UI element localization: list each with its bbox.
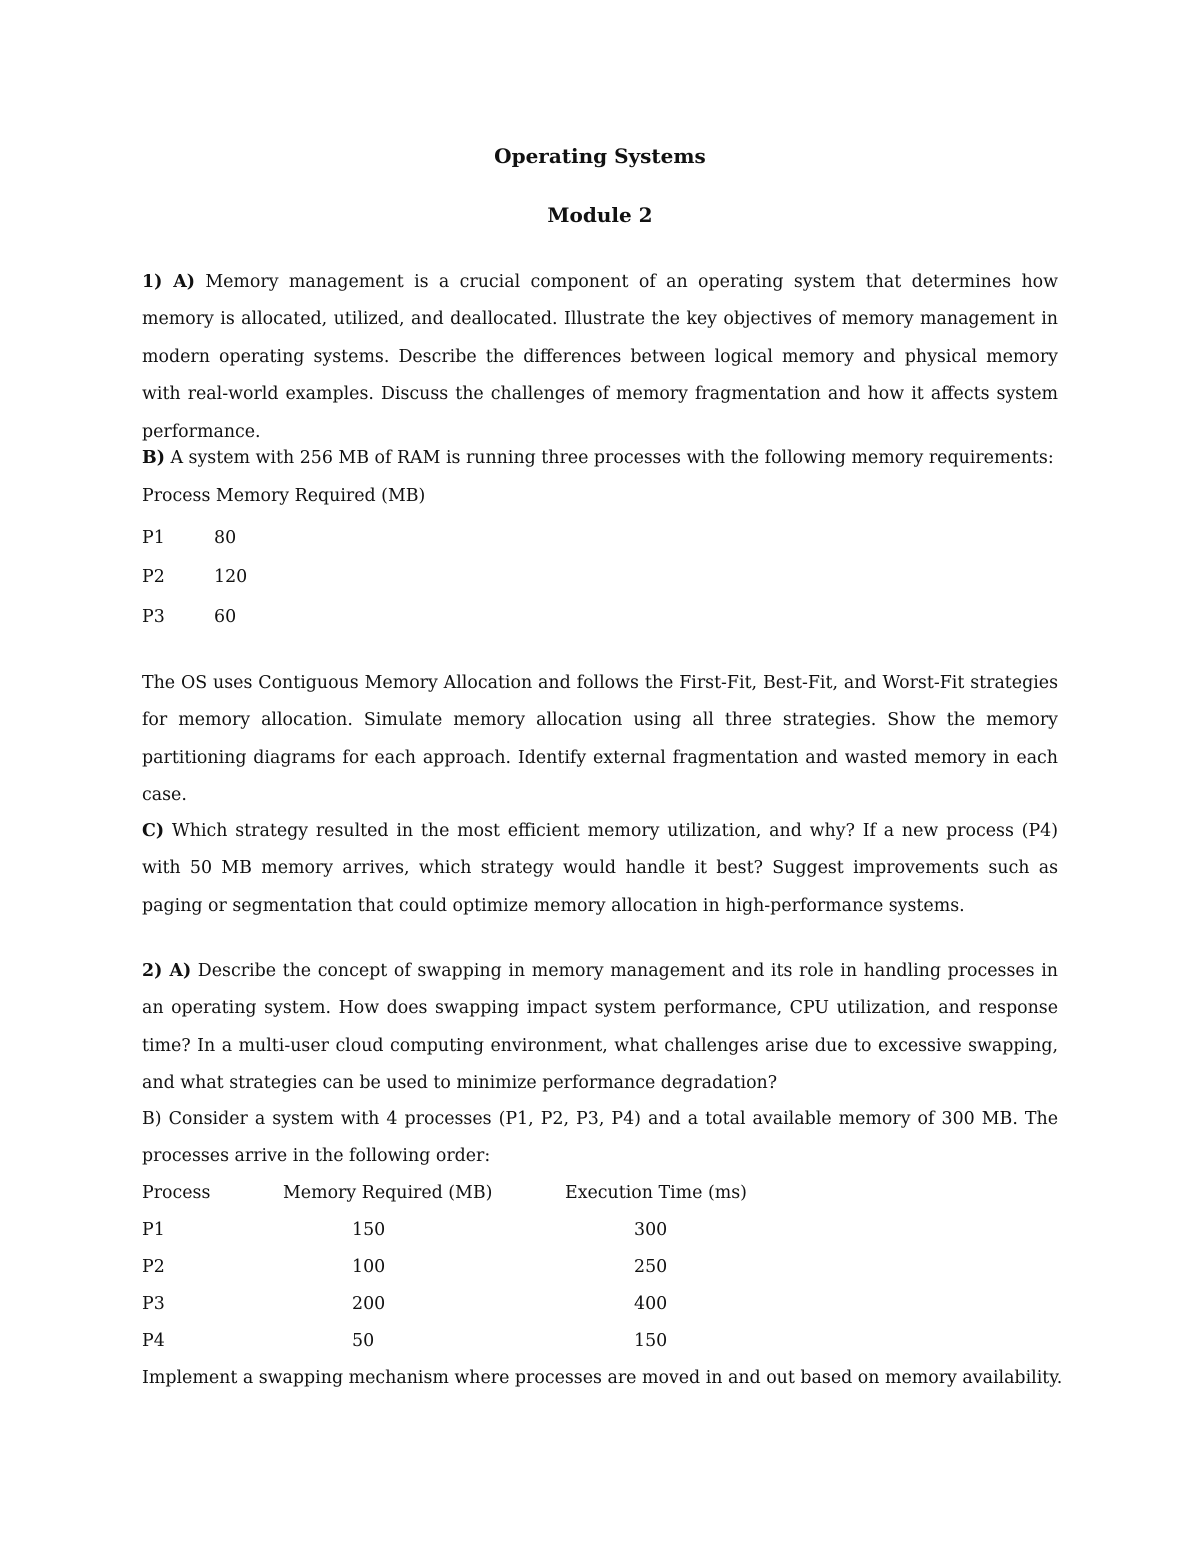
table-2-memory-cell: 150 — [352, 1220, 386, 1240]
table-2-header-memory: Memory Required (MB) — [283, 1183, 493, 1203]
table-2-header-process: Process — [142, 1183, 211, 1203]
table-1-process-cell: P1 — [142, 528, 165, 548]
module-heading: Module 2 — [547, 203, 653, 227]
table-2-memory-cell: 50 — [352, 1331, 375, 1351]
question-2a — [142, 953, 1058, 1103]
question-1b — [142, 448, 1054, 468]
table-2-header-time: Execution Time (ms) — [565, 1183, 747, 1203]
question-1a — [142, 264, 1058, 451]
document-title: Operating Systems — [494, 144, 706, 168]
table-1-header: Process Memory Required (MB) — [142, 486, 426, 506]
table-1-memory-cell: 60 — [214, 607, 237, 627]
question-2a-text: Describe the concept of swapping in memory management and its role in handling processes in an operating system. How does swapping impact system performance, CPU utilization, and response time? In a multi-user cloud computing environment, what challenges arise due to excessive swapping, and what strategies can be used to minimize performance degradation? — [142, 961, 1058, 1094]
table-2-time-cell: 150 — [634, 1331, 668, 1351]
table-2-time-cell: 400 — [634, 1294, 668, 1314]
table-2-memory-cell: 100 — [352, 1257, 386, 1277]
question-2b-closing: Implement a swapping mechanism where processes are moved in and out based on memory availability. — [142, 1368, 1063, 1388]
question-1b-label: B) — [142, 448, 165, 468]
question-1a-label: 1) A) — [142, 272, 195, 292]
table-1-memory-cell: 80 — [214, 528, 237, 548]
table-2-process-cell: P3 — [142, 1294, 165, 1314]
table-2-process-cell: P1 — [142, 1220, 165, 1240]
table-2-process-cell: P4 — [142, 1331, 165, 1351]
table-2-process-cell: P2 — [142, 1257, 165, 1277]
question-2b: B) Consider a system with 4 processes (P1, P2, P3, P4) and a total available memory of 300 MB. The processes arrive in the following order: — [142, 1109, 1058, 1167]
question-1b-text: A system with 256 MB of RAM is running three processes with the following memory requirements: — [170, 448, 1054, 468]
table-2-time-cell: 250 — [634, 1257, 668, 1277]
question-2a-label: 2) A) — [142, 961, 192, 981]
question-1c-text: Which strategy resulted in the most efficient memory utilization, and why? If a new process (P4) with 50 MB memory arrives, which strategy would handle it best? Suggest improvements such as paging or segmentation that could optimize memory allocation in high-performance systems. — [142, 821, 1059, 916]
question-1c-label: C) — [142, 821, 165, 841]
question-1a-text: Memory management is a crucial component of an operating system that determines how memory is allocated, utilized, and deallocated. Illustrate the key objectives of memory management in modern operating systems. Describe the differences between logical memory and physical memory with real-world examples. Discuss the challenges of memory fragmentation and how it affects system performance. — [142, 272, 1059, 442]
table-2-time-cell: 300 — [634, 1220, 668, 1240]
table-2-memory-cell: 200 — [352, 1294, 386, 1314]
table-1-memory-cell: 120 — [214, 567, 248, 587]
table-1-process-cell: P3 — [142, 607, 165, 627]
question-1b-continued: The OS uses Contiguous Memory Allocation and follows the First-Fit, Best-Fit, and Worst-Fit strategies for memory allocation. Simulate memory allocation using all three strategies. Show the memory partitioning diagrams for each approach. Identify external fragmentation and wasted memory in each case. — [142, 673, 1058, 806]
table-1-process-cell: P2 — [142, 567, 165, 587]
question-1c — [142, 813, 1058, 925]
